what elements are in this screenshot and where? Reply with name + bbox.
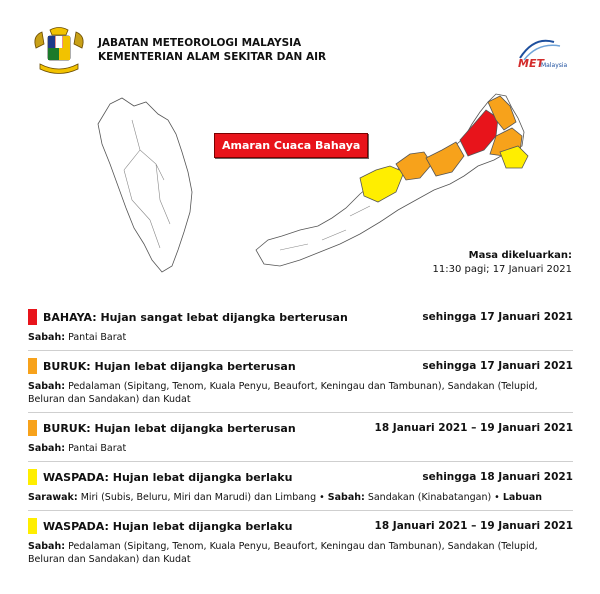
warning-heading: WASPADA: Hujan lebat dijangka berlaku [43,470,293,484]
warning-heading: WASPADA: Hujan lebat dijangka berlaku [43,519,293,533]
warning-color-bar [28,518,37,534]
issued-time: 11:30 pagi; 17 Januari 2021 [432,264,572,275]
organization-name [98,36,326,64]
warning-item-bahaya [28,308,573,351]
malaysia-coat-of-arms-icon [28,26,90,76]
warning-heading: BURUK: Hujan lebat dijangka berterusan [43,421,296,435]
met-logo-subtext: Malaysia [541,62,568,69]
warning-color-bar [28,358,37,374]
organization-line-2: KEMENTERIAN ALAM SEKITAR DAN AIR [98,51,327,63]
warning-regions: Sabah: Pedalaman (Sipitang, Tenom, Kuala Penyu, Beaufort, Keningau dan Tambunan), Sandakan (Telupid, Beluran dan Sandakan) dan Kudat [28,541,538,565]
warning-regions: Sabah: Pantai Barat [28,332,127,343]
header [28,26,578,78]
issued-time-block [433,249,572,277]
warning-item-waspada-1 [28,468,573,511]
warning-period: 18 Januari 2021 – 19 Januari 2021 [374,422,573,434]
warning-period: sehingga 18 Januari 2021 [422,471,573,483]
warning-period: sehingga 17 Januari 2021 [422,360,573,372]
met-logo-text: MET [518,57,544,70]
organization-line-1: JABATAN METEOROLOGI MALAYSIA [98,37,302,49]
warning-color-bar [28,309,37,325]
borneo-malaysia-map [256,94,528,266]
warning-color-bar [28,469,37,485]
warning-regions: Sabah: Pantai Barat [28,443,127,454]
warning-heading: BURUK: Hujan lebat dijangka berterusan [43,359,296,373]
map-title: Amaran Cuaca Bahaya [214,133,368,158]
peninsular-malaysia-map [98,98,192,272]
warning-period: sehingga 17 Januari 2021 [422,311,573,323]
warning-item-buruk-2 [28,419,573,462]
met-malaysia-logo [514,34,574,74]
warning-item-waspada-2 [28,517,573,572]
warning-period: 18 Januari 2021 – 19 Januari 2021 [374,520,573,532]
issued-label: Masa dikeluarkan: [468,250,572,261]
warning-item-buruk-1 [28,357,573,413]
warning-regions: Sabah: Pedalaman (Sipitang, Tenom, Kuala Penyu, Beaufort, Keningau dan Tambunan), Sandakan (Telupid, Beluran dan Sandakan) dan Kudat [28,381,538,405]
warning-list [28,308,573,572]
warning-regions: Sarawak: Miri (Subis, Beluru, Miri dan Marudi) dan Limbang • Sabah: Sandakan (Kinabatangan) • Labuan [28,492,543,503]
warning-heading: BAHAYA: Hujan sangat lebat dijangka berterusan [43,310,348,324]
warning-color-bar [28,420,37,436]
